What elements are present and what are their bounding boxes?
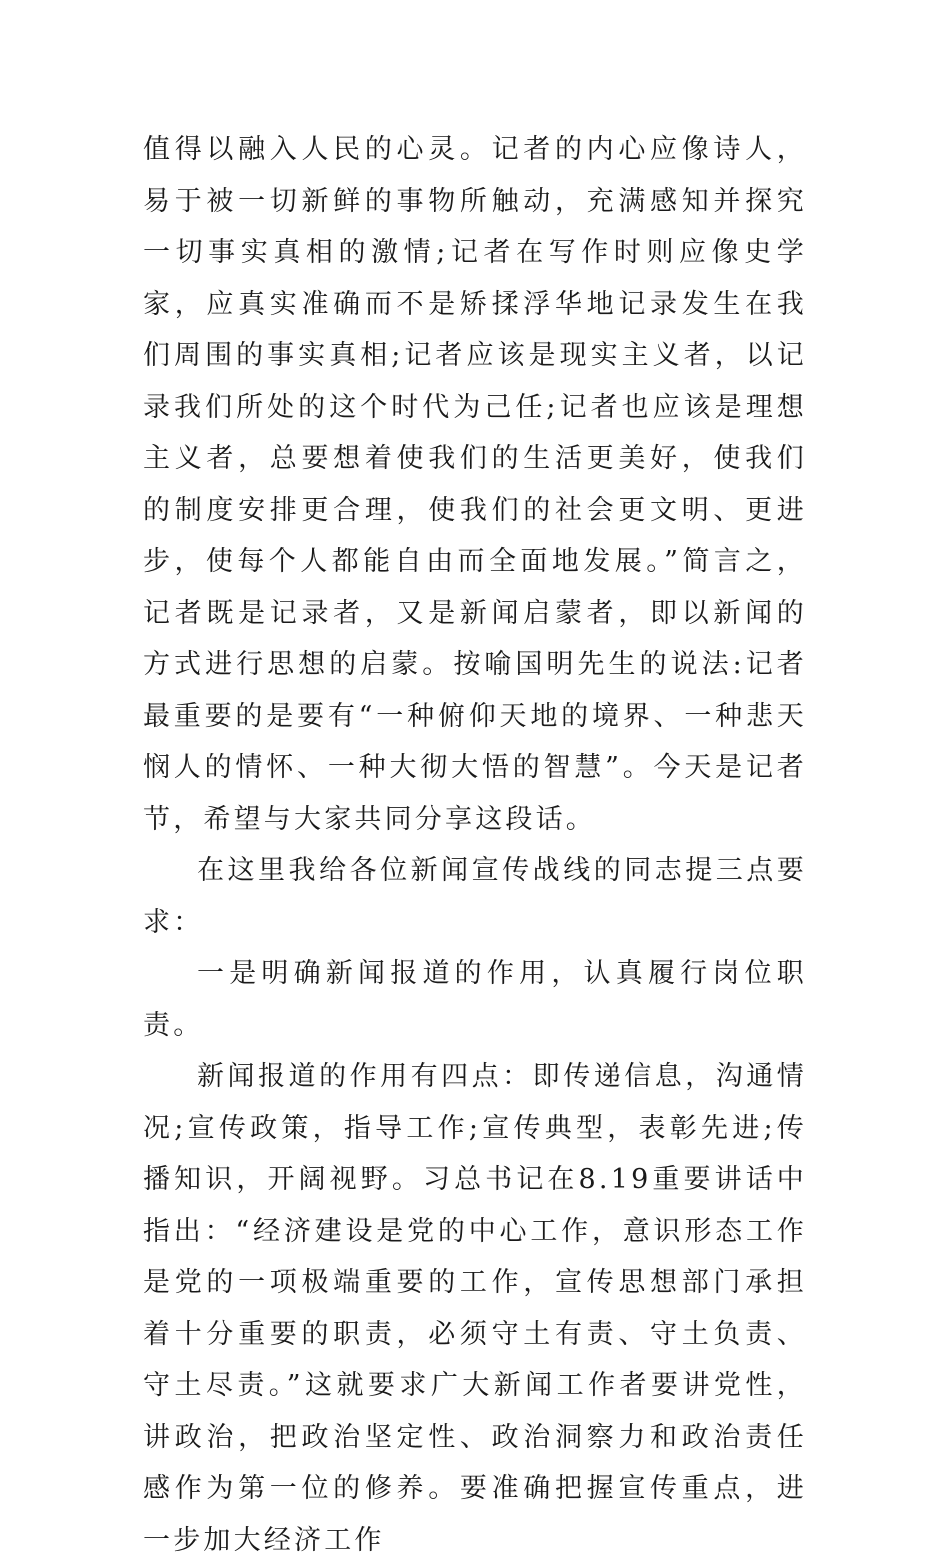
document-body	[143, 124, 807, 1566]
paragraph-news-roles: 新闻报道的作用有四点：即传递信息，沟通情况;宣传政策，指导工作;宣传典型，表彰先进;传播知识，开阔视野。习总书记在8.19重要讲话中指出：“经济建设是党的中心工作，意识形态工作是党的一项极端重要的工作，宣传思想部门承担着十分重要的职责，必须守土有责、守土负责、守土尽责。”这就要求广大新闻工作者要讲党性，讲政治，把政治坚定性、政治洞察力和政治责任感作为第一位的修养。要准确把握宣传重点，进一步加大经济工作	[143, 1061, 807, 1556]
paragraph-requirements-intro: 在这里我给各位新闻宣传战线的同志提三点要求：	[143, 855, 807, 938]
paragraph-continuation: 值得以融入人民的心灵。记者的内心应像诗人，易于被一切新鲜的事物所触动，充满感知并探究一切事实真相的激情;记者在写作时则应像史学家，应真实准确而不是矫揉浮华地记录发生在我们周围的事实真相;记者应该是现实主义者，以记录我们所处的这个时代为己任;记者也应该是理想主义者，总要想着使我们的生活更美好，使我们的制度安排更合理，使我们的社会更文明、更进步，使每个人都能自由而全面地发展。”简言之，记者既是记录者，又是新闻启蒙者，即以新闻的方式进行思想的启蒙。按喻国明先生的说法:记者最重要的是要有“一种俯仰天地的境界、一种悲天悯人的情怀、一种大彻大悟的智慧”。今天是记者节，希望与大家共同分享这段话。	[143, 134, 807, 835]
paragraph-requirement-one-heading: 一是明确新闻报道的作用，认真履行岗位职责。	[143, 958, 807, 1041]
